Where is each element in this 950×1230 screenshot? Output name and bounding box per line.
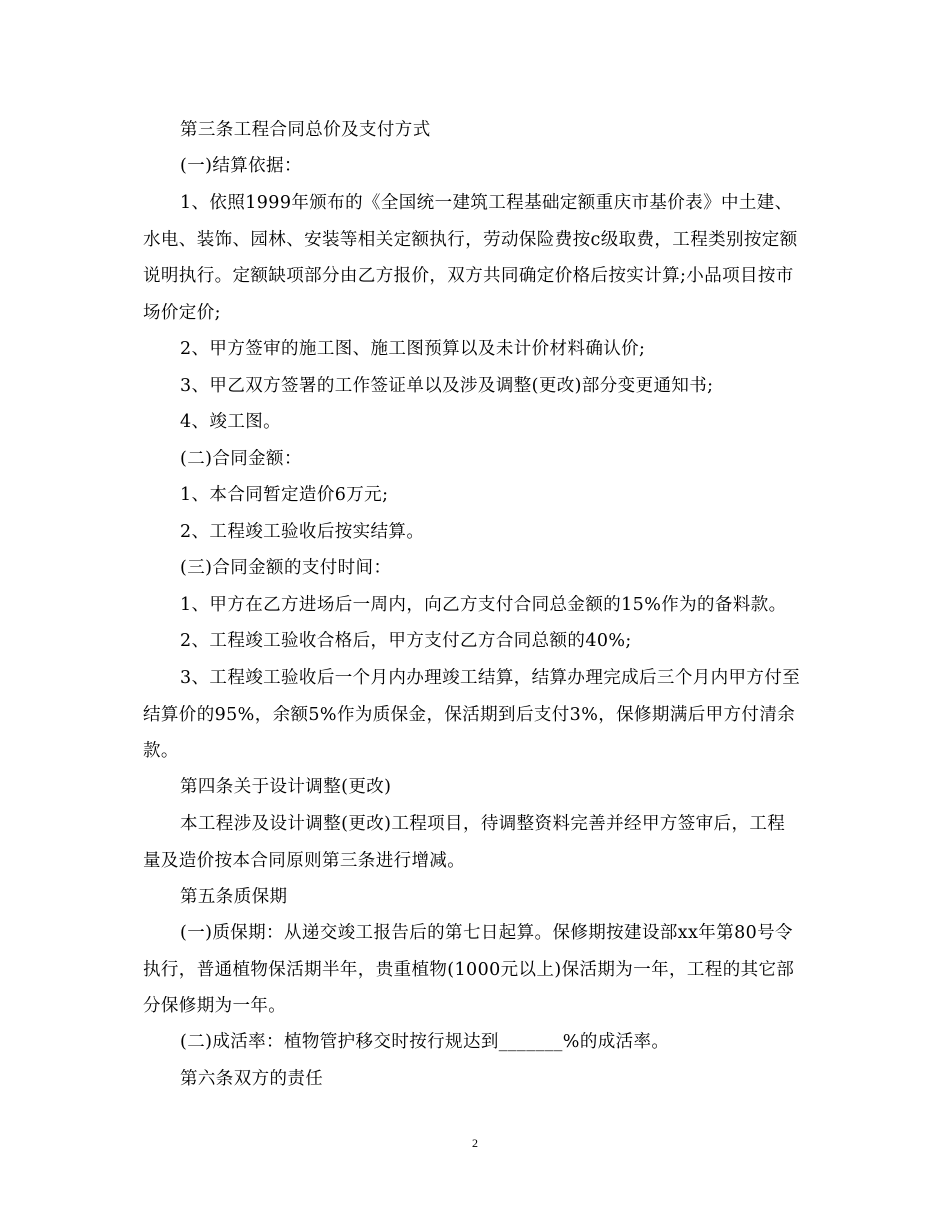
article-4-heading: 第四条关于设计调整(更改) — [180, 777, 392, 797]
settlement-basis-item-4: 4、竣工图。 — [180, 412, 282, 432]
article-5-heading: 第五条质保期 — [180, 887, 288, 907]
settlement-basis-heading: (一)结算依据： — [180, 156, 302, 176]
settlement-basis-item-3: 3、甲乙双方签署的工作签证单以及涉及调整(更改)部分变更通知书; — [180, 376, 714, 396]
payment-time-item-2: 2、工程竣工验收合格后，甲方支付乙方合同总额的40%; — [180, 631, 632, 651]
contract-amount-item-2: 2、工程竣工验收后按实结算。 — [180, 522, 425, 542]
page-number: 2 — [472, 1136, 478, 1150]
contract-amount-heading: (二)合同金额： — [180, 449, 302, 469]
contract-amount-item-1: 1、本合同暂定造价6万元; — [180, 485, 389, 505]
payment-time-item-3: 3、工程竣工验收后一个月内办理竣工结算，结算办理完成后三个月内甲方付至结算价的95%，余额5%作为质保金，保活期到后支付3%，保修期满后甲方付清余款。 — [143, 668, 801, 761]
payment-time-heading: (三)合同金额的支付时间： — [180, 558, 392, 578]
article-6-heading: 第六条双方的责任 — [180, 1069, 324, 1089]
settlement-basis-item-2: 2、甲方签审的施工图、施工图预算以及未计价材料确认价; — [180, 339, 646, 359]
settlement-basis-item-1: 1、依照1999年颁布的《全国统一建筑工程基础定额重庆市基价表》中土建、水电、装饰、园林、安装等相关定额执行，劳动保险费按c级取费，工程类别按定额说明执行。定额缺项部分由乙方报价，双方共同确定价格后按实计算;小品项目按市场价定价; — [143, 193, 798, 323]
survival-rate-item: (二)成活率：植物管护移交时按行规达到_______%的成活率。 — [180, 1032, 670, 1052]
payment-time-item-1: 1、甲方在乙方进场后一周内，向乙方支付合同总金额的15%作为的备料款。 — [180, 595, 787, 615]
article-4-body: 本工程涉及设计调整(更改)工程项目，待调整资料完善并经甲方签审后，工程量及造价按本合同原则第三条进行增减。 — [143, 814, 786, 871]
warranty-period-item: (一)质保期：从递交竣工报告后的第七日起算。保修期按建设部xx年第80号令执行，普通植物保活期半年，贵重植物(1000元以上)保活期为一年，工程的其它部分保修期为一年。 — [143, 923, 795, 1016]
article-3-heading: 第三条工程合同总价及支付方式 — [180, 120, 431, 140]
